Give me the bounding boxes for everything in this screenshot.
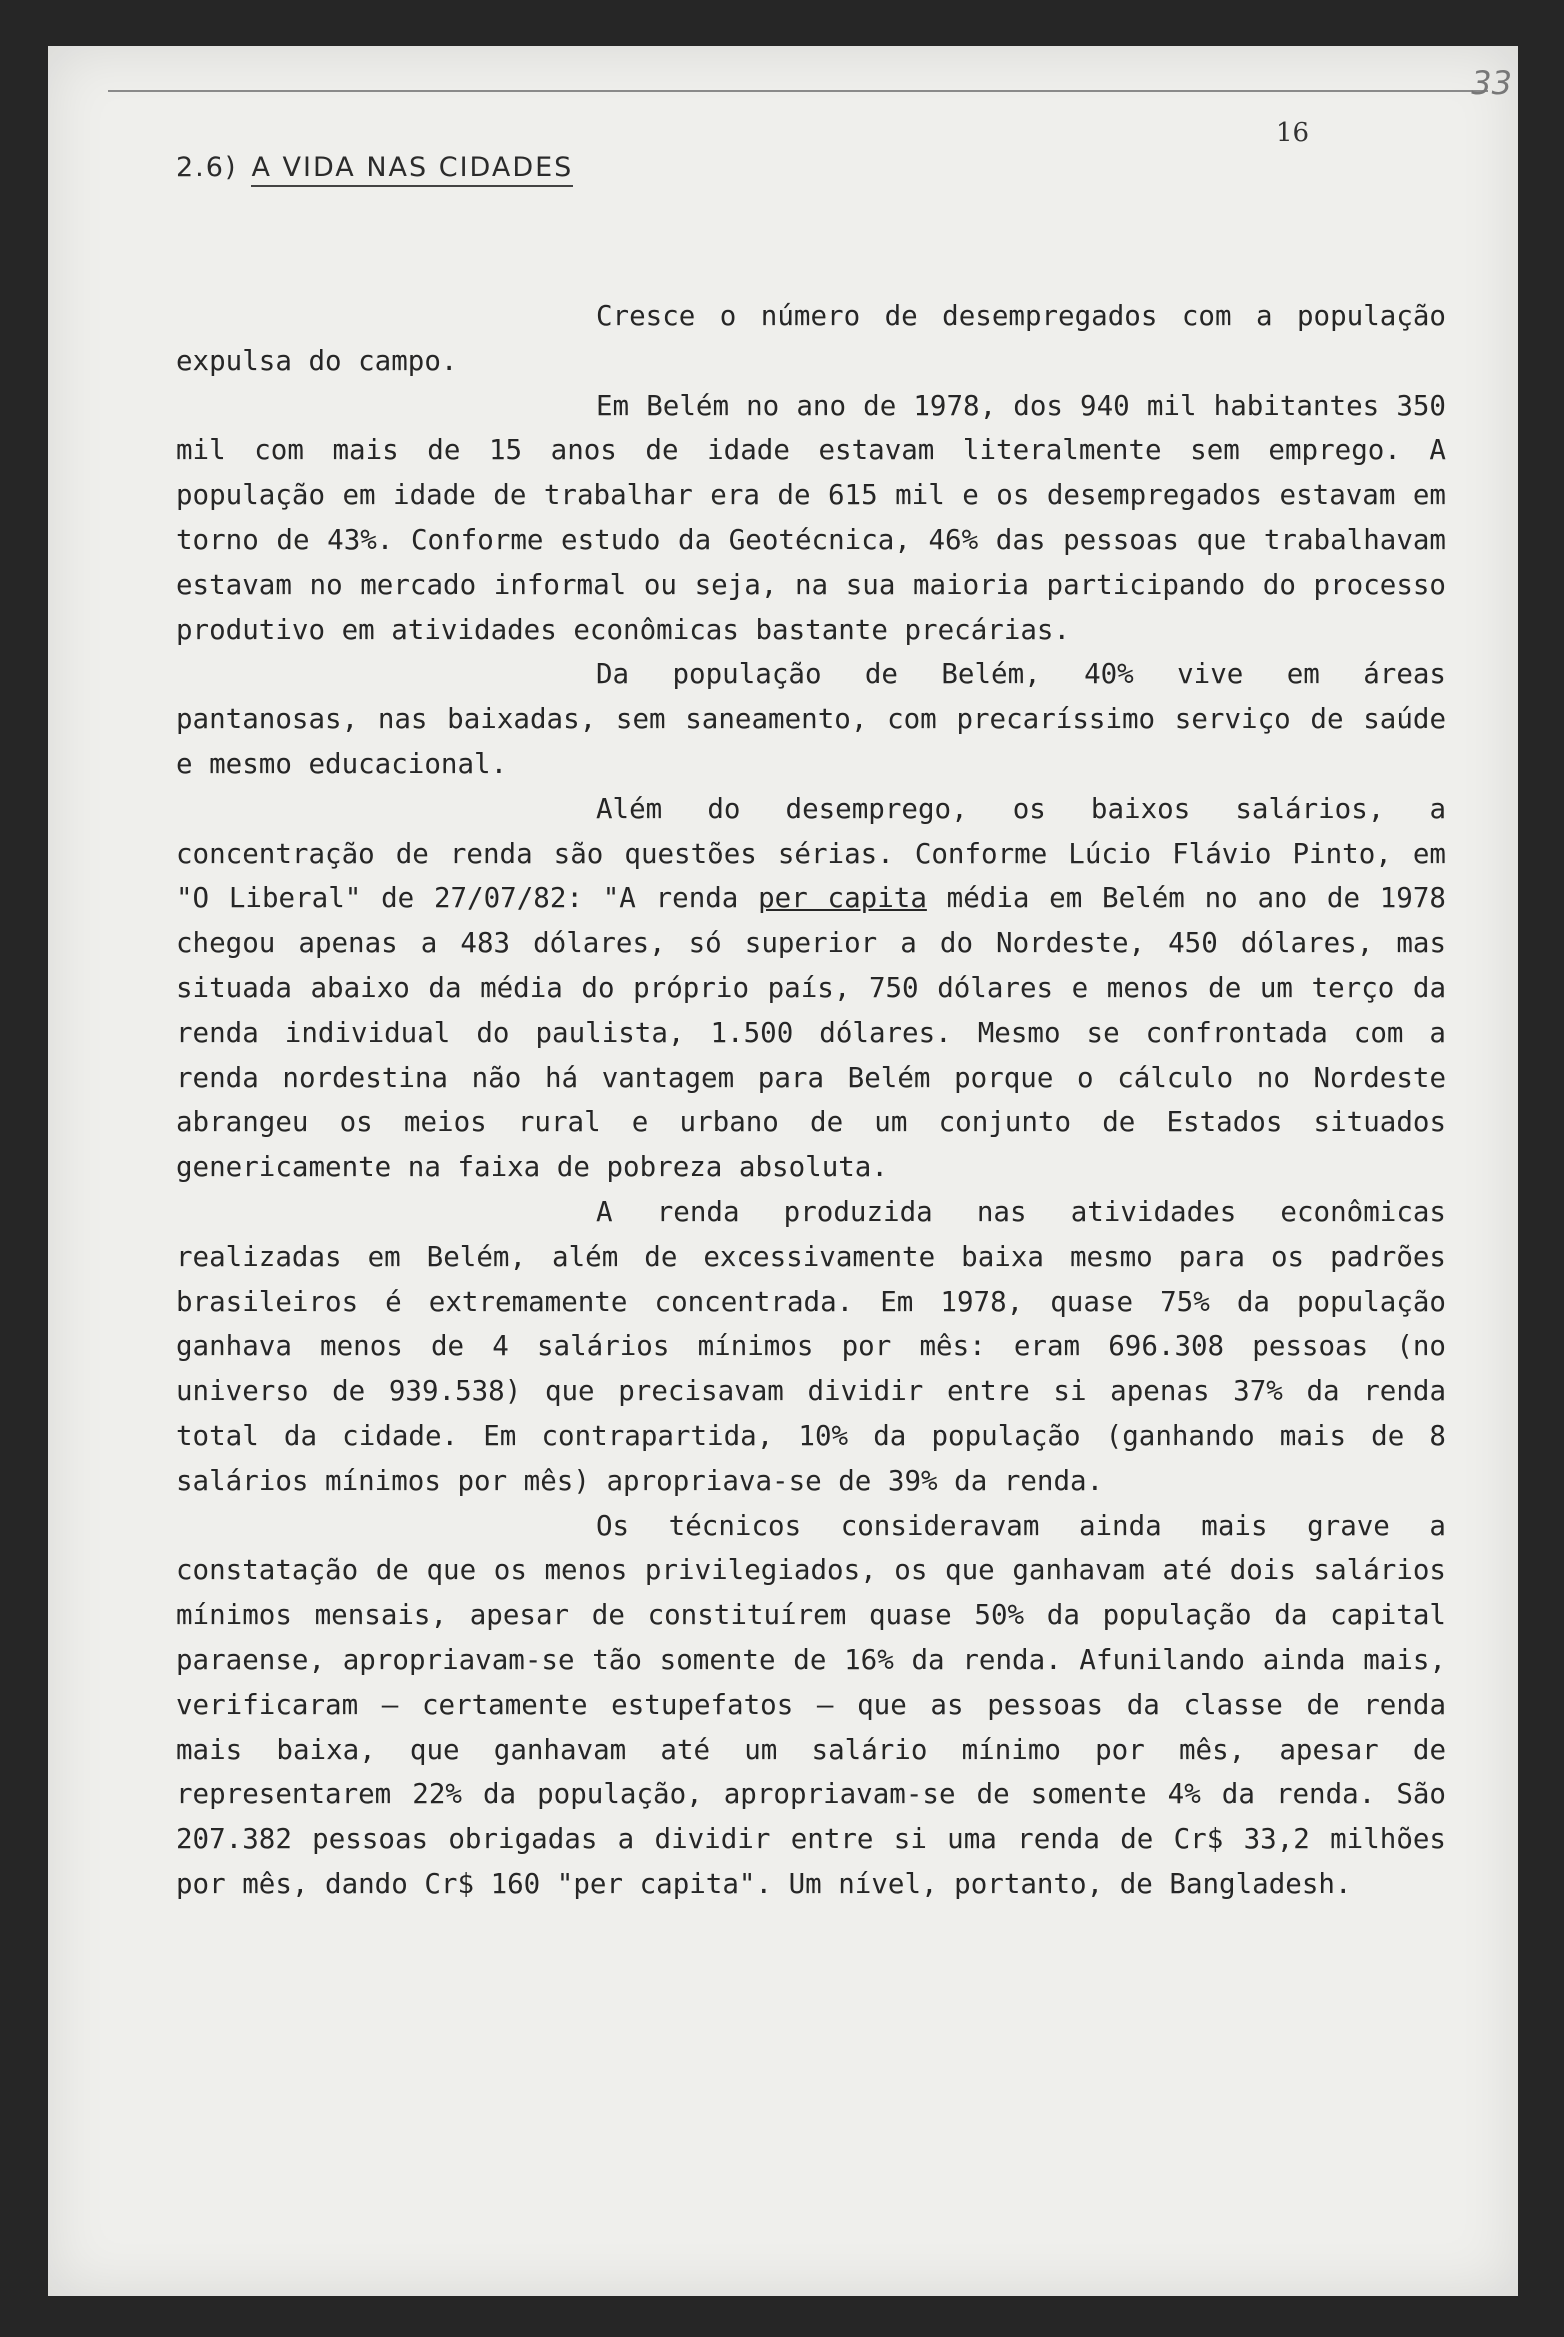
- paragraph-3: Da população de Belém, 40% vive em áreas pantanosas, nas baixadas, sem saneamento, com precaríssimo serviço de saúde e mesmo educacional.: [176, 658, 1446, 780]
- paragraph-6: Os técnicos consideravam ainda mais grave a constatação de que os menos privilegiados, os que ganhavam até dois salários mínimos mensais, apesar de constituírem quase 50% da população da capital paraense, apropriavam-se tão somente de 16% da renda. Afunilando ainda mais, verificaram – certamente estupefatos – que as pessoas da classe de renda mais baixa, que ganhavam até um salário mínimo por mês, apesar de representarem 22% da população, apropriavam-se de somente 4% da renda. São 207.382 pessoas obrigadas a dividir entre si uma renda de Cr$ 33,2 milhões por mês, dando Cr$ 160 "per capita". Um nível, portanto, de Bangladesh.: [176, 1509, 1446, 1900]
- paragraph-4: [176, 787, 1446, 1190]
- paragraph-1: Cresce o número de desempregados com a população expulsa do campo.: [176, 300, 1446, 377]
- body-text: [176, 294, 1446, 1907]
- section-number: 2.6): [176, 152, 238, 183]
- per-capita-underlined: per capita: [758, 882, 927, 915]
- paragraph-2: Em Belém no ano de 1978, dos 940 mil habitantes 350 mil com mais de 15 anos de idade estavam literalmente sem emprego. A população em idade de trabalhar era de 615 mil e os desempregados estavam em torno de 43%. Conforme estudo da Geotécnica, 46% das pessoas que trabalhavam estavam no mercado informal ou seja, na sua maioria participando do processo produtivo em atividades econômicas bastante precárias.: [176, 389, 1446, 646]
- section-heading: [176, 152, 573, 187]
- page-number: 16: [1276, 118, 1310, 148]
- top-rule: [108, 90, 1488, 92]
- archive-page-mark: 33: [1471, 64, 1512, 102]
- paragraph-5: A renda produzida nas atividades econômicas realizadas em Belém, além de excessivamente baixa mesmo para os padrões brasileiros é extremamente concentrada. Em 1978, quase 75% da população ganhava menos de 4 salários mínimos por mês: eram 696.308 pessoas (no universo de 939.538) que precisavam dividir entre si apenas 37% da renda total da cidade. Em contrapartida, 10% da população (ganhando mais de 8 salários mínimos por mês) apropriava-se de 39% da renda.: [176, 1195, 1446, 1497]
- paragraph-4-part-2: média em Belém no ano de 1978 chegou apenas a 483 dólares, só superior a do Nordeste, 450 dólares, mas situada abaixo da média do próprio país, 750 dólares e menos de um terço da renda individual do paulista, 1.500 dólares. Mesmo se confrontada com a renda nordestina não há vantagem para Belém porque o cálculo no Nordeste abrangeu os meios rural e urbano de um conjunto de Estados situados genericamente na faixa de pobreza absoluta.: [176, 882, 1446, 1184]
- section-title: A VIDA NAS CIDADES: [251, 152, 573, 187]
- document-page: [48, 46, 1518, 2296]
- paragraph-4-part-1: Além do desemprego, os baixos salários, a concentração de renda são questões sérias. Conforme Lúcio Flávio Pinto, em "O Liberal" de 27/07/82: "A renda: [176, 792, 1446, 915]
